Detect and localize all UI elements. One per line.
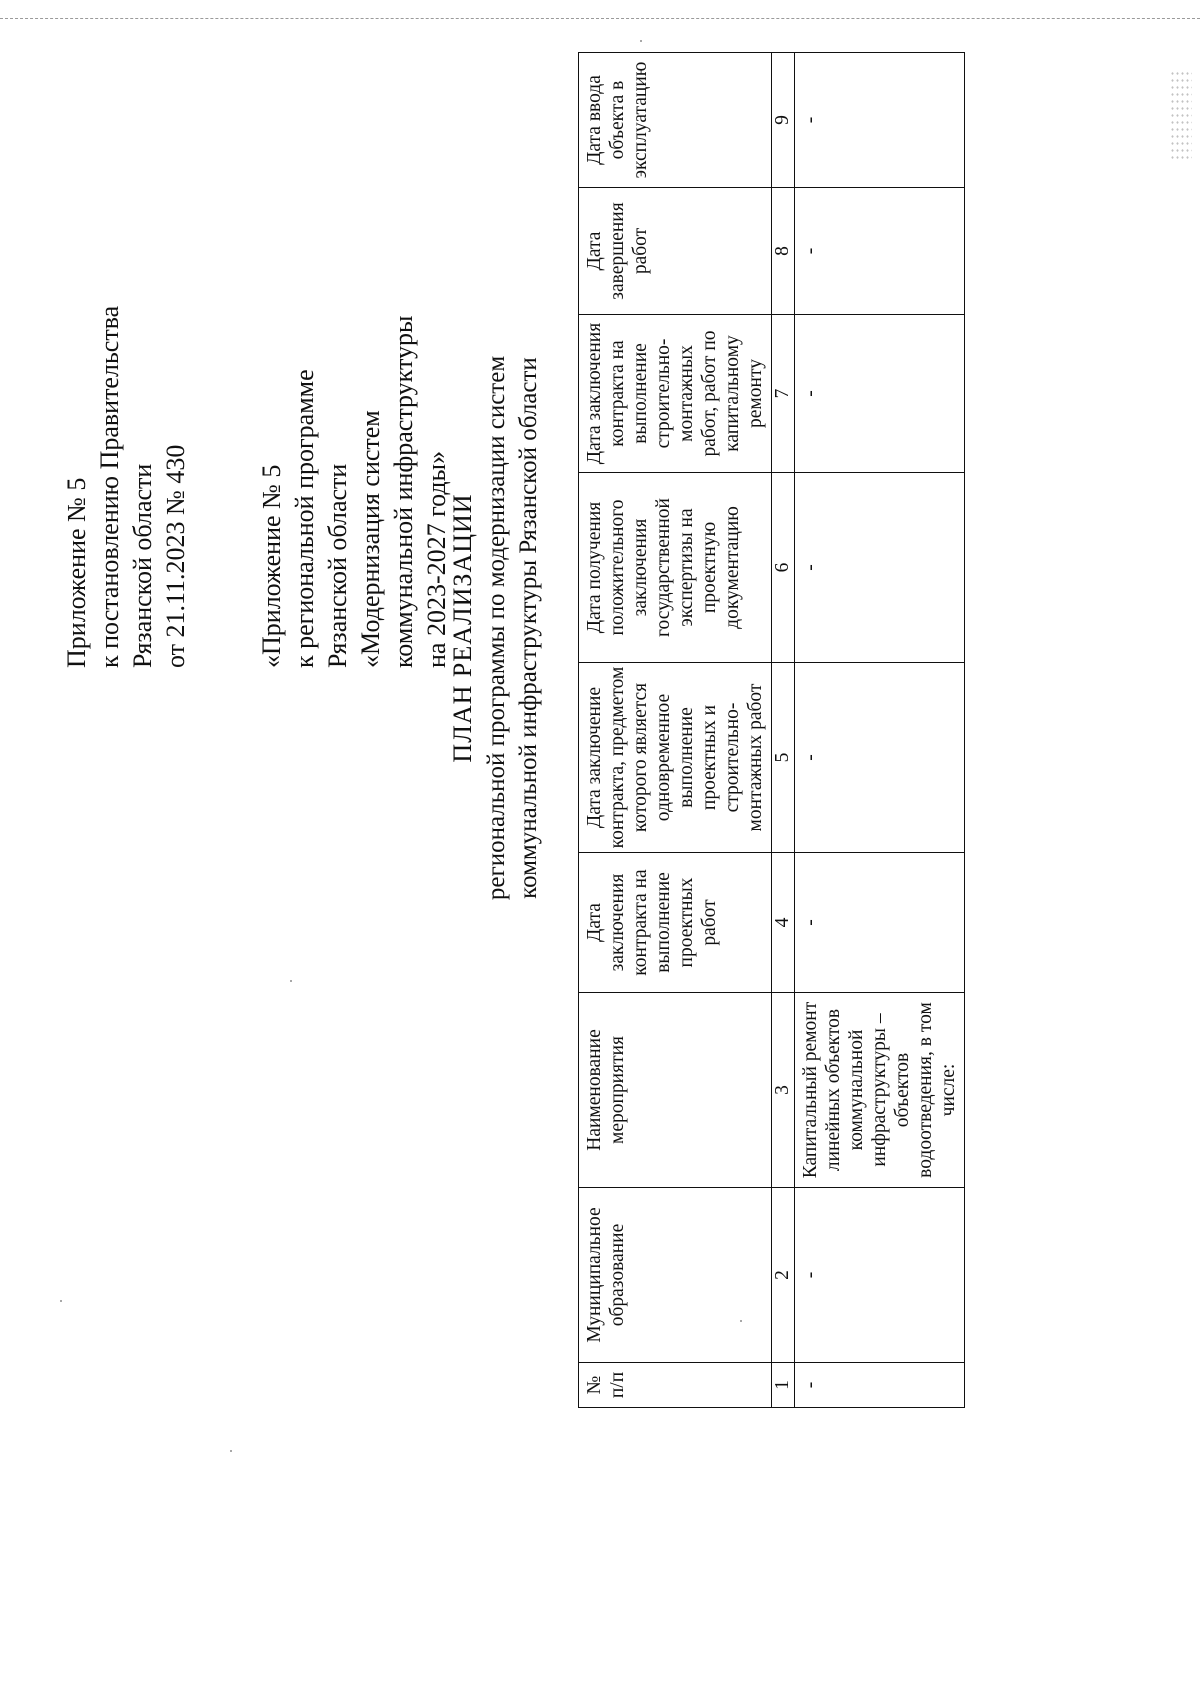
table-cell: - [795, 473, 965, 663]
program-appendix-header [255, 316, 453, 668]
column-number: 7 [772, 315, 795, 473]
appendix-line: Рязанской области [323, 463, 352, 668]
table-cell: - [795, 1188, 965, 1363]
table-cell: - [795, 188, 965, 315]
plan-title: ПЛАН РЕАЛИЗАЦИИ [448, 493, 477, 763]
header-line: Приложение № 5 [62, 477, 91, 668]
table-header-row [579, 53, 772, 1408]
column-header: Дата заключения контракта на выполнение строительно-монтажных работ, работ по капитальному ремонту [579, 315, 772, 473]
column-header: № п/п [579, 1363, 772, 1408]
document-title [447, 128, 545, 1128]
table-cell: - [795, 663, 965, 853]
header-line: к постановлению Правительства [95, 305, 124, 668]
column-header: Дата заключение контракта, предметом которого является одновременное выполнение проектных и строительно-монтажных работ [579, 663, 772, 853]
appendix-line: на 2023-2027 годы» [422, 450, 451, 668]
column-header: Дата получения положительного заключения государственной экспертизы на проектную документацию [579, 473, 772, 663]
table-cell: Капитальный ремонт линейных объектов коммунальной инфраструктуры – объектов водоотведения, в том числе: [795, 993, 965, 1188]
column-number: 4 [772, 853, 795, 993]
header-date-line: от 21.11.2023 № 430 [161, 444, 190, 668]
column-number: 9 [772, 53, 795, 188]
column-number: 8 [772, 188, 795, 315]
column-number: 3 [772, 993, 795, 1188]
column-number-row [772, 53, 795, 1408]
resolution-header [60, 306, 192, 668]
header-line: Рязанской области [128, 463, 157, 668]
appendix-line: к региональной программе [290, 369, 319, 668]
column-header: Муниципальное образование [579, 1188, 772, 1363]
implementation-plan-table [578, 52, 965, 1408]
column-header: Наименование мероприятия [579, 993, 772, 1188]
table-cell: - [795, 53, 965, 188]
column-header: Дата заключения контракта на выполнение проектных работ [579, 853, 772, 993]
column-number: 2 [772, 1188, 795, 1363]
plan-subtitle: коммунальной инфраструктуры Рязанской области [515, 357, 542, 899]
column-number: 5 [772, 663, 795, 853]
column-header: Дата ввода объекта в эксплуатацию [579, 53, 772, 188]
plan-subtitle: региональной программы по модернизации систем [483, 355, 510, 901]
table-cell: - [795, 853, 965, 993]
column-number: 6 [772, 473, 795, 663]
table-cell: - [795, 315, 965, 473]
table-row [795, 53, 965, 1408]
appendix-line: «Модернизация систем [356, 410, 385, 668]
appendix-line: коммунальной инфраструктуры [389, 315, 418, 668]
appendix-line: «Приложение № 5 [257, 464, 286, 668]
table-cell: - [795, 1363, 965, 1408]
column-header: Дата завершения работ [579, 188, 772, 315]
column-number: 1 [772, 1363, 795, 1408]
